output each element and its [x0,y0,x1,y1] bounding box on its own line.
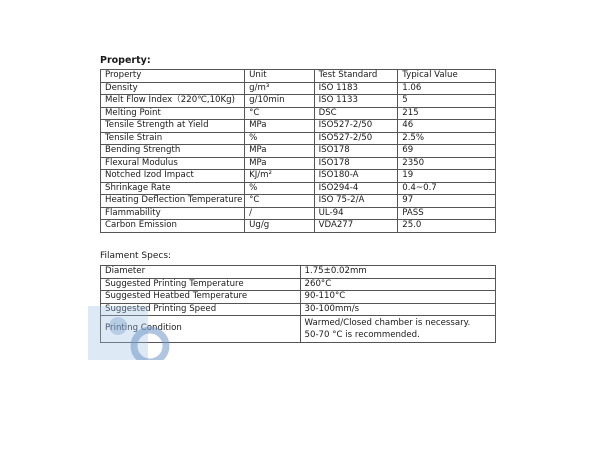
property-row [101,207,496,220]
property-row [101,95,496,108]
property-row [101,82,496,95]
property-cell: Notched Izod Impact [101,170,245,183]
property-row [101,107,496,120]
property-cell: ISO178 [314,157,398,170]
property-header-cell: Test Standard [314,70,398,83]
property-cell: Tensile Strain [101,132,245,145]
property-row [101,157,496,170]
property-cell: % [245,182,315,195]
property-cell: Melting Point [101,107,245,120]
filament-specs-heading: Filament Specs: [100,251,172,261]
property-cell: UL-94 [314,207,398,220]
spec-row [101,303,496,316]
property-cell: ISO527-2/50 [314,132,398,145]
property-cell: 215 [398,107,496,120]
property-cell: 0.4~0.7 [398,182,496,195]
property-cell: PASS [398,207,496,220]
spec-row [101,316,496,343]
spec-label-cell: Suggested Printing Speed [101,303,301,316]
property-cell: Shrinkage Rate [101,182,245,195]
property-table-body [101,70,496,233]
property-header-cell: Typical Value [398,70,496,83]
property-table [100,69,496,233]
filament-specs-table [100,265,496,343]
property-row [101,132,496,145]
property-row [101,170,496,183]
property-row [101,120,496,133]
spec-row [101,278,496,291]
property-cell: ISO 1183 [314,82,398,95]
spec-label-cell: Printing Condition [101,316,301,343]
spec-label-cell: Suggested Heatbed Temperature [101,291,301,304]
spec-value-cell: 90-110°C [300,291,495,304]
property-cell: ISO180-A [314,170,398,183]
property-heading: Property: [100,55,151,66]
property-cell: KJ/m² [245,170,315,183]
property-cell: MPa [245,120,315,133]
property-cell: Flammability [101,207,245,220]
spec-label-cell: Suggested Printing Temperature [101,278,301,291]
property-cell: % [245,132,315,145]
property-cell: 5 [398,95,496,108]
spec-value-cell: 260°C [300,278,495,291]
property-cell: MPa [245,157,315,170]
property-cell: MPa [245,145,315,158]
property-row [101,182,496,195]
property-cell: °C [245,195,315,208]
property-row [101,220,496,233]
property-cell: 97 [398,195,496,208]
property-header-row [101,70,496,83]
property-header-cell: Property [101,70,245,83]
property-cell: / [245,207,315,220]
spec-value-cell [300,316,495,343]
property-row [101,145,496,158]
property-cell: Bending Strength [101,145,245,158]
property-cell: Heating Deflection Temperature [101,195,245,208]
property-cell: ISO 1133 [314,95,398,108]
property-cell: °C [245,107,315,120]
spec-label-cell: Diameter [101,266,301,279]
property-cell: Melt Flow Index（220℃,10Kg) [101,95,245,108]
property-cell: ISO 75-2/A [314,195,398,208]
filament-specs-table-body [101,266,496,343]
spec-value-cell: 30-100mm/s [300,303,495,316]
property-cell: Flexural Modulus [101,157,245,170]
property-cell: ISO294-4 [314,182,398,195]
property-cell: ISO527-2/50 [314,120,398,133]
property-cell: 46 [398,120,496,133]
property-header-cell: Unit [245,70,315,83]
property-cell: 69 [398,145,496,158]
property-cell: Tensile Strength at Yield [101,120,245,133]
property-cell: 25.0 [398,220,496,233]
property-cell: VDA277 [314,220,398,233]
property-cell: ISO178 [314,145,398,158]
property-cell: g/10min [245,95,315,108]
property-cell: Density [101,82,245,95]
spec-value-cell: 1.75±0.02mm [300,266,495,279]
property-cell: Carbon Emission [101,220,245,233]
property-cell: 1.06 [398,82,496,95]
property-cell: DSC [314,107,398,120]
spec-value-line: 50-70 °C is recommended. [304,330,420,340]
spec-row [101,266,496,279]
property-row [101,195,496,208]
property-cell: 2350 [398,157,496,170]
property-cell: Ug/g [245,220,315,233]
property-cell: 2.5% [398,132,496,145]
spec-row [101,291,496,304]
spec-value-line: Warmed/Closed chamber is necessary. [304,318,471,328]
property-cell: 19 [398,170,496,183]
property-cell: g/m³ [245,82,315,95]
